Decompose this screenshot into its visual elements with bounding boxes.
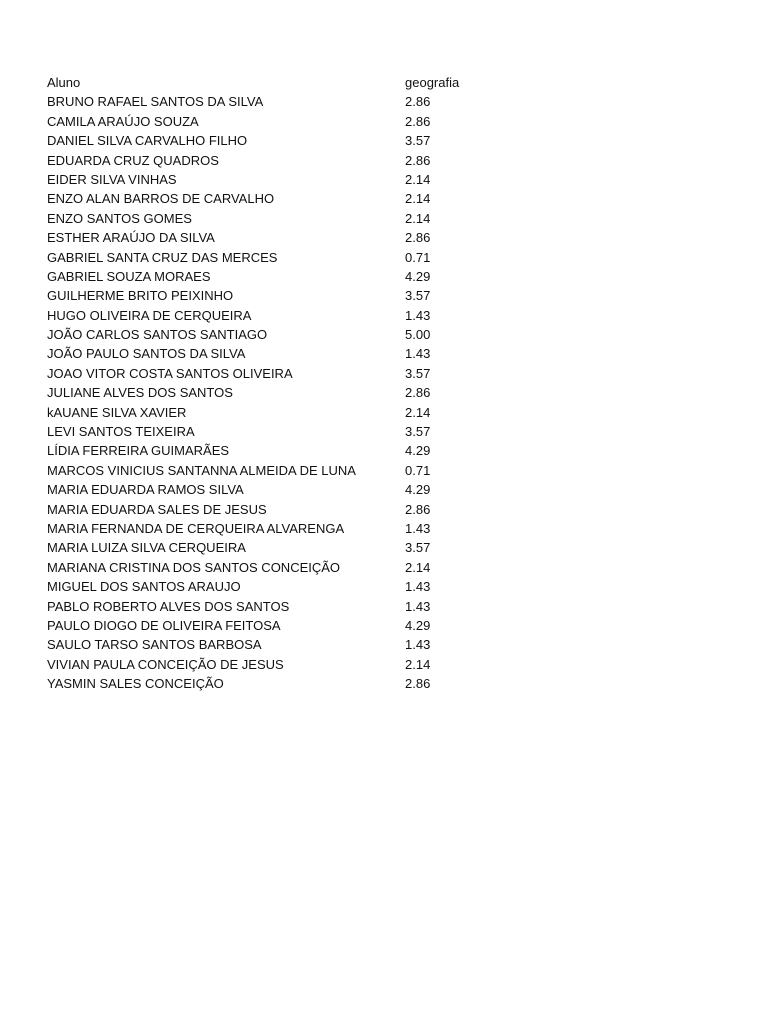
geography-grade-cell: 4.29 [405, 443, 431, 459]
geography-grade-cell: 2.14 [405, 656, 431, 672]
geography-grade-cell: 2.14 [405, 559, 431, 575]
table-row [47, 441, 567, 460]
geography-grade-cell: 4.29 [405, 482, 431, 498]
student-name-cell: YASMIN SALES CONCEIÇÃO [47, 676, 224, 692]
student-name-cell: CAMILA ARAÚJO SOUZA [47, 113, 199, 129]
grades-table [47, 73, 567, 694]
geography-grade-cell: 3.57 [405, 365, 431, 381]
student-name-cell: JOAO VITOR COSTA SANTOS OLIVEIRA [47, 365, 293, 381]
student-name-cell: LÍDIA FERREIRA GUIMARÃES [47, 443, 230, 459]
table-row [47, 189, 567, 208]
table-row [47, 112, 567, 131]
header-student-name: Aluno [47, 75, 81, 90]
table-row [47, 151, 567, 170]
table-row [47, 655, 567, 674]
geography-grade-cell: 0.71 [405, 249, 431, 265]
table-row [47, 403, 567, 422]
student-name-cell: GUILHERME BRITO PEIXINHO [47, 288, 234, 304]
student-name-cell: DANIEL SILVA CARVALHO FILHO [47, 133, 248, 149]
table-row [47, 635, 567, 654]
student-name-cell: ESTHER ARAÚJO DA SILVA [47, 230, 215, 246]
geography-grade-cell: 2.14 [405, 191, 431, 207]
table-row [47, 519, 567, 538]
table-row [47, 422, 567, 441]
table-row [47, 228, 567, 247]
geography-grade-cell: 2.14 [405, 404, 431, 420]
table-row [47, 131, 567, 150]
student-name-cell: MARIA LUIZA SILVA CERQUEIRA [47, 540, 246, 556]
table-row [47, 383, 567, 402]
table-row [47, 674, 567, 693]
student-name-cell: MARIA EDUARDA RAMOS SILVA [47, 482, 244, 498]
table-row [47, 170, 567, 189]
student-name-cell: MARIA EDUARDA SALES DE JESUS [47, 501, 267, 517]
student-name-cell: kAUANE SILVA XAVIER [47, 404, 187, 420]
geography-grade-cell: 3.57 [405, 540, 431, 556]
table-row [47, 480, 567, 499]
geography-grade-cell: 4.29 [405, 617, 431, 633]
student-name-cell: JULIANE ALVES DOS SANTOS [47, 385, 233, 401]
geography-grade-cell: 2.14 [405, 171, 431, 187]
table-row [47, 616, 567, 635]
geography-grade-cell: 2.86 [405, 94, 431, 110]
student-name-cell: HUGO OLIVEIRA DE CERQUEIRA [47, 307, 252, 323]
table-row [47, 286, 567, 305]
student-name-cell: EDUARDA CRUZ QUADROS [47, 152, 219, 168]
student-name-cell: SAULO TARSO SANTOS BARBOSA [47, 637, 262, 653]
student-name-cell: MIGUEL DOS SANTOS ARAUJO [47, 579, 241, 595]
student-name-cell: ENZO SANTOS GOMES [47, 210, 192, 226]
student-name-cell: JOÃO CARLOS SANTOS SANTIAGO [47, 327, 268, 343]
table-row [47, 267, 567, 286]
table-row [47, 306, 567, 325]
table-row [47, 461, 567, 480]
geography-grade-cell: 2.86 [405, 230, 431, 246]
geography-grade-cell: 1.43 [405, 579, 431, 595]
geography-grade-cell: 1.43 [405, 520, 431, 536]
table-row [47, 597, 567, 616]
geography-grade-cell: 4.29 [405, 268, 431, 284]
student-name-cell: GABRIEL SANTA CRUZ DAS MERCES [47, 249, 278, 265]
table-row [47, 500, 567, 519]
table-row [47, 558, 567, 577]
table-header-row [47, 73, 567, 92]
student-name-cell: JOÃO PAULO SANTOS DA SILVA [47, 346, 246, 362]
geography-grade-cell: 1.43 [405, 598, 431, 614]
student-name-cell: LEVI SANTOS TEIXEIRA [47, 424, 195, 440]
student-name-cell: MARIA FERNANDA DE CERQUEIRA ALVARENGA [47, 520, 345, 536]
table-body [47, 92, 567, 693]
geography-grade-cell: 2.86 [405, 501, 431, 517]
table-row [47, 325, 567, 344]
geography-grade-cell: 3.57 [405, 133, 431, 149]
student-name-cell: BRUNO RAFAEL SANTOS DA SILVA [47, 94, 264, 110]
geography-grade-cell: 3.57 [405, 288, 431, 304]
geography-grade-cell: 3.57 [405, 424, 431, 440]
table-row [47, 344, 567, 363]
student-name-cell: PAULO DIOGO DE OLIVEIRA FEITOSA [47, 617, 281, 633]
student-name-cell: VIVIAN PAULA CONCEIÇÃO DE JESUS [47, 656, 284, 672]
student-name-cell: MARIANA CRISTINA DOS SANTOS CONCEIÇÃO [47, 559, 341, 575]
table-row [47, 92, 567, 111]
table-row [47, 209, 567, 228]
table-row [47, 364, 567, 383]
student-name-cell: ENZO ALAN BARROS DE CARVALHO [47, 191, 275, 207]
geography-grade-cell: 2.86 [405, 676, 431, 692]
student-name-cell: GABRIEL SOUZA MORAES [47, 268, 211, 284]
student-name-cell: MARCOS VINICIUS SANTANNA ALMEIDA DE LUNA [47, 462, 356, 478]
table-row [47, 248, 567, 267]
geography-grade-cell: 2.86 [405, 152, 431, 168]
student-name-cell: EIDER SILVA VINHAS [47, 171, 177, 187]
geography-grade-cell: 5.00 [405, 327, 431, 343]
geography-grade-cell: 1.43 [405, 346, 431, 362]
geography-grade-cell: 0.71 [405, 462, 431, 478]
student-name-cell: PABLO ROBERTO ALVES DOS SANTOS [47, 598, 290, 614]
geography-grade-cell: 2.86 [405, 113, 431, 129]
table-row [47, 538, 567, 557]
geography-grade-cell: 2.86 [405, 385, 431, 401]
geography-grade-cell: 2.14 [405, 210, 431, 226]
geography-grade-cell: 1.43 [405, 637, 431, 653]
geography-grade-cell: 1.43 [405, 307, 431, 323]
table-row [47, 577, 567, 596]
header-geography-grade: geografia [405, 75, 460, 90]
